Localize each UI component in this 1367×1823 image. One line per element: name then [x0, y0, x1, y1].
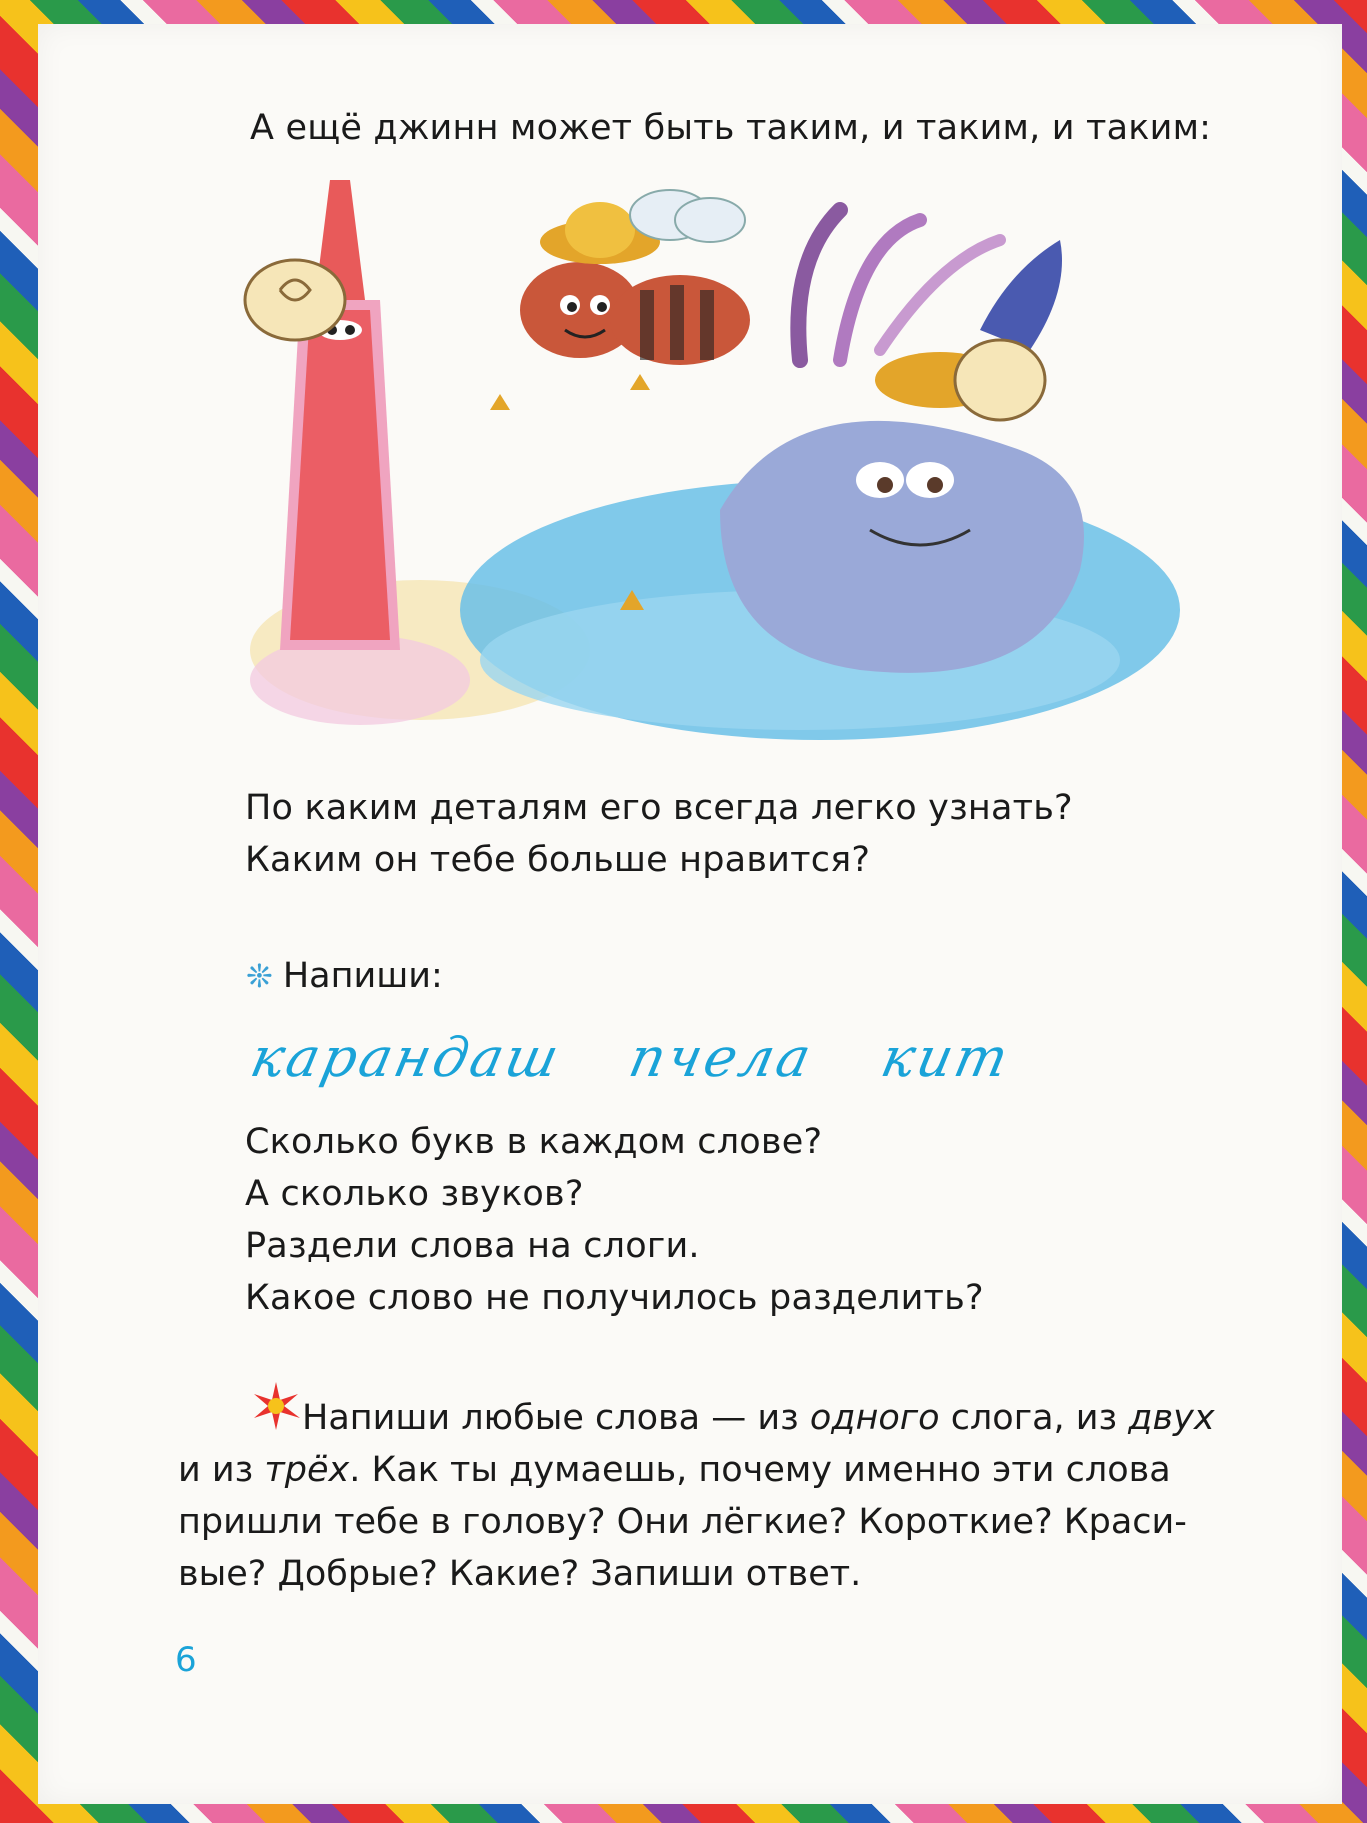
cursive-word: карандаш: [245, 1026, 568, 1089]
question-1: По каким деталям его всегда легко узнать?: [245, 788, 1073, 828]
page-number: 6: [175, 1640, 197, 1680]
exercise-line: Какое слово не получилось разделить?: [245, 1278, 984, 1318]
task-line-3: пришли тебе в голову? Они лёгкие? Короткие? Краси-: [178, 1502, 1187, 1542]
cursive-words: [245, 1026, 1044, 1089]
question-2: Каким он тебе больше нравится?: [245, 840, 871, 880]
write-label: Напиши:: [282, 956, 443, 996]
cursive-word: пчела: [623, 1026, 820, 1089]
task-line-2: и из трёх. Как ты думаешь, почему именно эти слова: [178, 1450, 1171, 1490]
creative-task: [178, 1392, 1268, 1600]
write-instruction: [246, 950, 443, 1002]
exercise-line: Раздели слова на слоги.: [245, 1226, 700, 1266]
cursive-word: кит: [875, 1026, 1017, 1089]
intro-text: А ещё джинн может быть таким, и таким, и таким:: [250, 108, 1212, 148]
task-line-4: вые? Добрые? Какие? Запиши ответ.: [178, 1554, 862, 1594]
exercise-line: А сколько звуков?: [245, 1174, 584, 1214]
star-icon: [250, 1380, 302, 1432]
genie-illustration: [240, 180, 1180, 740]
exercise-line: Сколько букв в каждом слове?: [245, 1122, 823, 1162]
task-line-1: Напиши любые слова — из одного слога, из двух: [302, 1398, 1215, 1438]
snowflake-icon: ❊: [246, 957, 273, 995]
